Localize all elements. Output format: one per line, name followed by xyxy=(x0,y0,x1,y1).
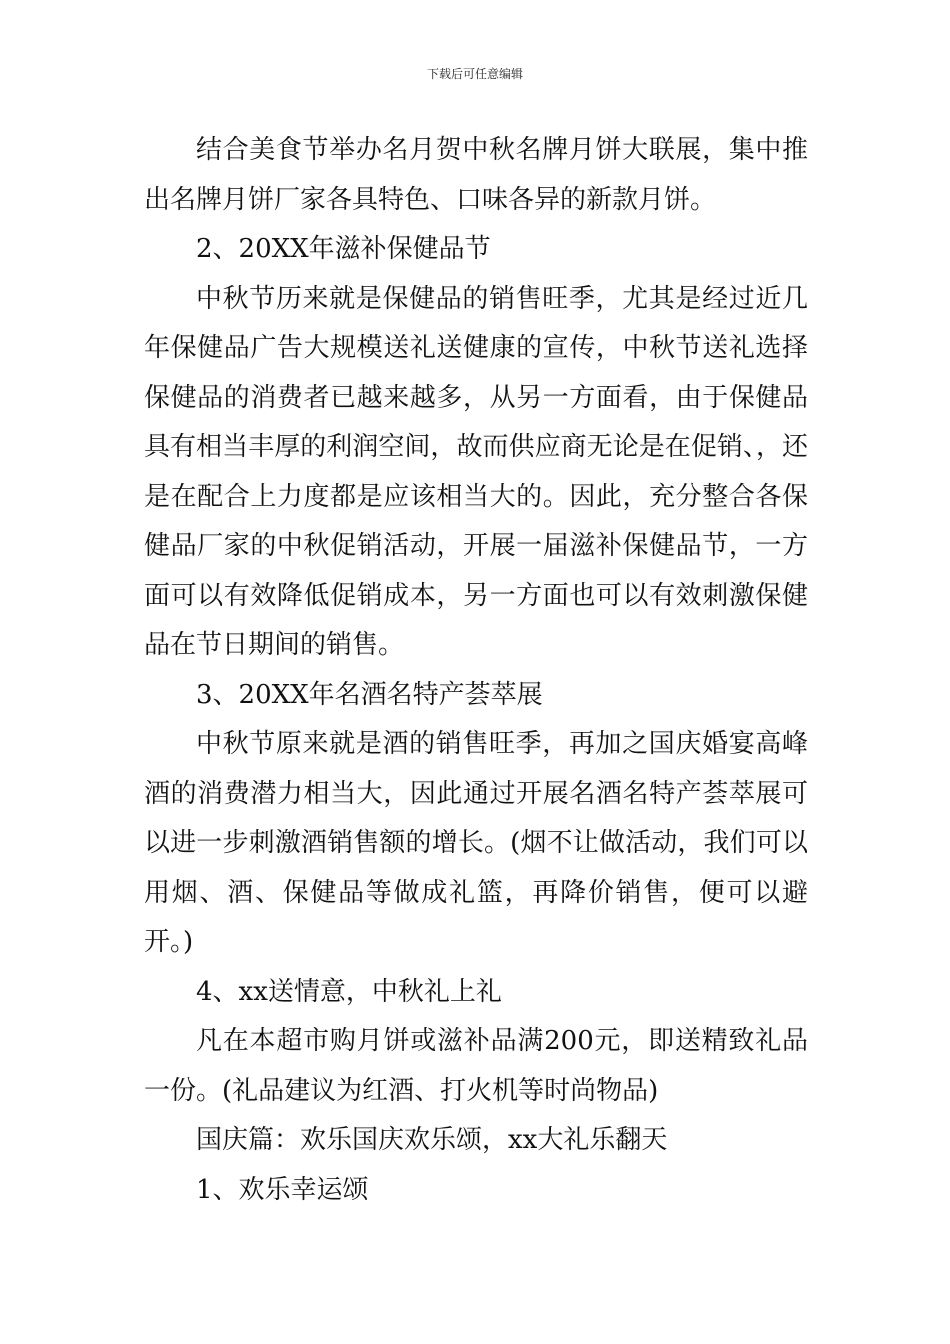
heading-gift-promotion: 4、xx送情意，中秋礼上礼 xyxy=(196,976,502,1007)
paragraph-liquor: 中秋节原来就是酒的销售旺季，再加之国庆婚宴高峰酒的消费潜力相当大，因此通过开展名酒名特产荟萃展可以进一步刺激酒销售额的增长。(烟不让做活动，我们可以用烟、酒、保健品等做成礼篮，再降价销售，便可以避开。) xyxy=(144,729,808,957)
heading-national-day: 国庆篇：欢乐国庆欢乐颂，xx大礼乐翻天 xyxy=(196,1125,668,1155)
paragraph-health-products: 中秋节历来就是保健品的销售旺季，尤其是经过近几年保健品广告大规模送礼送健康的宣传，中秋节送礼选择保健品的消费者已越来越多，从另一方面看，由于保健品具有相当丰厚的利润空间，故而供应商无论是在促销、，还是在配合上力度都是应该相当大的。因此，充分整合各保健品厂家的中秋促销活动，开展一届滋补保健品节，一方面可以有效降低促销成本，另一方面也可以有效刺激保健品在节日期间的销售。 xyxy=(144,283,808,660)
document-body xyxy=(144,126,808,1215)
paragraph-gift-promotion: 凡在本超市购月饼或滋补品满200元，即送精致礼品一份。(礼品建议为红酒、打火机等时尚物品) xyxy=(144,1026,808,1106)
heading-health-products-festival: 2、20XX年滋补保健品节 xyxy=(196,234,491,264)
page-header: 下载后可任意编辑 xyxy=(426,67,523,81)
heading-lucky-event: 1、欢乐幸运颂 xyxy=(196,1174,369,1205)
paragraph-mooncake-expo: 结合美食节举办名月贺中秋名牌月饼大联展，集中推出名牌月饼厂家各具特色、口味各异的新款月饼。 xyxy=(144,135,808,215)
heading-liquor-specialty-expo: 3、20XX年名酒名特产荟萃展 xyxy=(196,679,543,710)
